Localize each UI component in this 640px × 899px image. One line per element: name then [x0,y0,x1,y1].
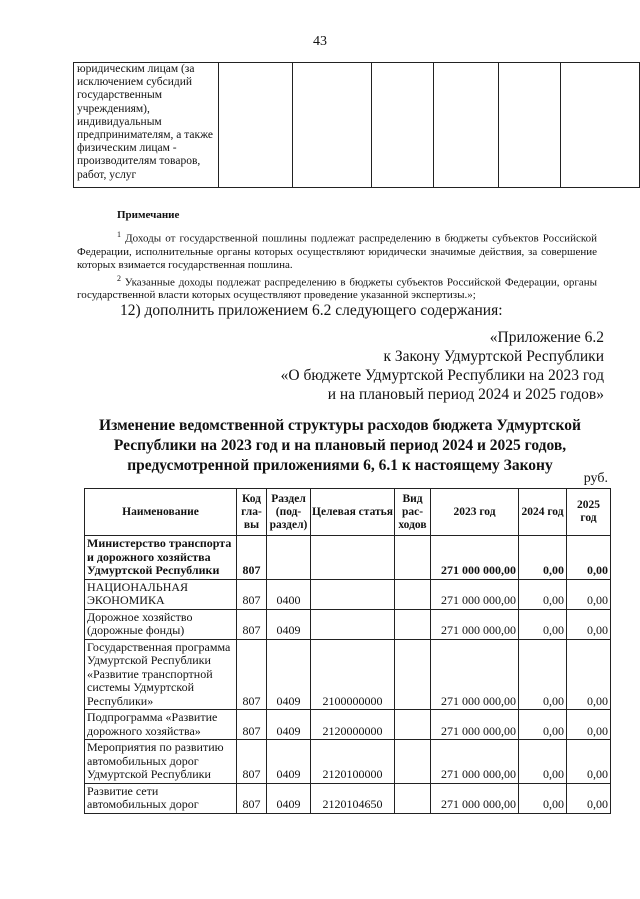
cell-target: 2120100000 [311,740,395,784]
header-2025: 2025 год [567,489,611,536]
table-header-row [85,489,611,536]
fragment-empty-cell [498,63,561,188]
cell-code: 807 [237,783,267,813]
cell-type [395,710,431,740]
cell-2023: 271 000 000,00 [431,579,519,609]
cell-2025: 0,00 [567,783,611,813]
cell-2023: 271 000 000,00 [431,639,519,710]
cell-type [395,579,431,609]
cell-2024: 0,00 [519,783,567,813]
cell-type [395,783,431,813]
cell-type [395,740,431,784]
document-heading: Изменение ведомственной структуры расходов бюджета Удмуртской Республики на 2023 год и на плановый период 2024 и 2025 годов, предусмотренной приложениями 6, 6.1 к настоящему Закону [99,417,581,474]
cell-type [395,536,431,580]
table-row [85,536,611,580]
cell-section: 0409 [267,740,311,784]
note-1-marker: 1 [117,230,121,239]
cell-target [311,579,395,609]
note-2 [77,272,597,303]
cell-2025: 0,00 [567,740,611,784]
cell-2024: 0,00 [519,639,567,710]
cell-2023: 271 000 000,00 [431,783,519,813]
cell-section: 0409 [267,710,311,740]
cell-name: Дорожное хозяйство (дорожные фонды) [85,609,237,639]
header-type: Вид рас- ходов [395,489,431,536]
notes-block [77,209,597,302]
table-row [85,639,611,710]
cell-name: Государственная программа Удмуртской Республики «Развитие транспортной системы Удмуртской Республики» [85,639,237,710]
header-section: Раздел (под- раздел) [267,489,311,536]
page-number: 43 [313,34,327,49]
cell-section: 0400 [267,579,311,609]
cell-2024: 0,00 [519,579,567,609]
cell-section: 0409 [267,639,311,710]
table-row [85,609,611,639]
table-row [85,710,611,740]
cell-2023: 271 000 000,00 [431,710,519,740]
cell-2023: 271 000 000,00 [431,609,519,639]
cell-code: 807 [237,536,267,580]
cell-type [395,609,431,639]
cell-section: 0409 [267,609,311,639]
appendix-line-3: «О бюджете Удмуртской Республики на 2023 год [280,367,604,384]
continued-table-fragment [73,62,640,188]
notes-title: Примечание [117,209,180,221]
fragment-empty-cell [371,63,434,188]
cell-target: 2120000000 [311,710,395,740]
fragment-empty-cell [218,63,293,188]
cell-code: 807 [237,710,267,740]
fragment-empty-cell [561,63,640,188]
appendix-line-1: «Приложение 6.2 [489,329,604,346]
cell-2023: 271 000 000,00 [431,536,519,580]
note-2-marker: 2 [117,273,121,283]
cell-code: 807 [237,579,267,609]
currency-unit: руб. [583,471,608,486]
header-name: Наименование [85,489,237,536]
cell-2025: 0,00 [567,639,611,710]
cell-2025: 0,00 [567,536,611,580]
cell-2025: 0,00 [567,579,611,609]
cell-2024: 0,00 [519,740,567,784]
note-1 [77,228,597,272]
cell-code: 807 [237,609,267,639]
fragment-empty-cell [293,63,371,188]
cell-2024: 0,00 [519,609,567,639]
cell-code: 807 [237,740,267,784]
fragment-name-cell: юридическим лицам (за исключением субсидий государственным учреждениям), индивидуальным предпринимателям, а также физическим лицам - производителям товаров, работ, услуг [74,63,219,188]
cell-name: НАЦИОНАЛЬНАЯ ЭКОНОМИКА [85,579,237,609]
expenditure-table [84,488,611,814]
table-row [85,783,611,813]
cell-target [311,536,395,580]
note-1-text: Доходы от государственной пошлины подлежат распределению в бюджеты субъектов Российской Федерации, исполнительные органы которых осуществляют юридически значимые действия, за совершение которых взимается государственная пошлина. [77,232,598,271]
appendix-header [281,328,604,404]
cell-name: Подпрограмма «Развитие дорожного хозяйства» [85,710,237,740]
header-code: Код гла- вы [237,489,267,536]
cell-name: Мероприятия по развитию автомобильных дорог Удмуртской Республики [85,740,237,784]
table-row [85,579,611,609]
header-2023: 2023 год [431,489,519,536]
cell-2025: 0,00 [567,609,611,639]
cell-name: Министерство транспорта и дорожного хозяйства Удмуртской Республики [85,536,237,580]
cell-target: 2100000000 [311,639,395,710]
cell-target [311,609,395,639]
table-row [85,740,611,784]
appendix-line-2: к Закону Удмуртской Республики [383,348,604,365]
fragment-empty-cell [434,63,499,188]
cell-2025: 0,00 [567,710,611,740]
cell-target: 2120104650 [311,783,395,813]
note-2-text: Указанные доходы подлежат распределению в бюджеты субъектов Российской Федерации, органы государственной власти которых осуществляют проведение указанной экспертизы.»; [77,276,597,302]
appendix-line-4: и на плановый период 2024 и 2025 годов» [327,386,604,403]
header-2024: 2024 год [519,489,567,536]
item-12-text: 12) дополнить приложением 6.2 следующего содержания: [120,302,503,319]
cell-section [267,536,311,580]
cell-name: Развитие сети автомобильных дорог [85,783,237,813]
cell-section: 0409 [267,783,311,813]
cell-2024: 0,00 [519,710,567,740]
cell-2024: 0,00 [519,536,567,580]
header-target: Целевая статья [311,489,395,536]
cell-2023: 271 000 000,00 [431,740,519,784]
cell-code: 807 [237,639,267,710]
cell-type [395,639,431,710]
